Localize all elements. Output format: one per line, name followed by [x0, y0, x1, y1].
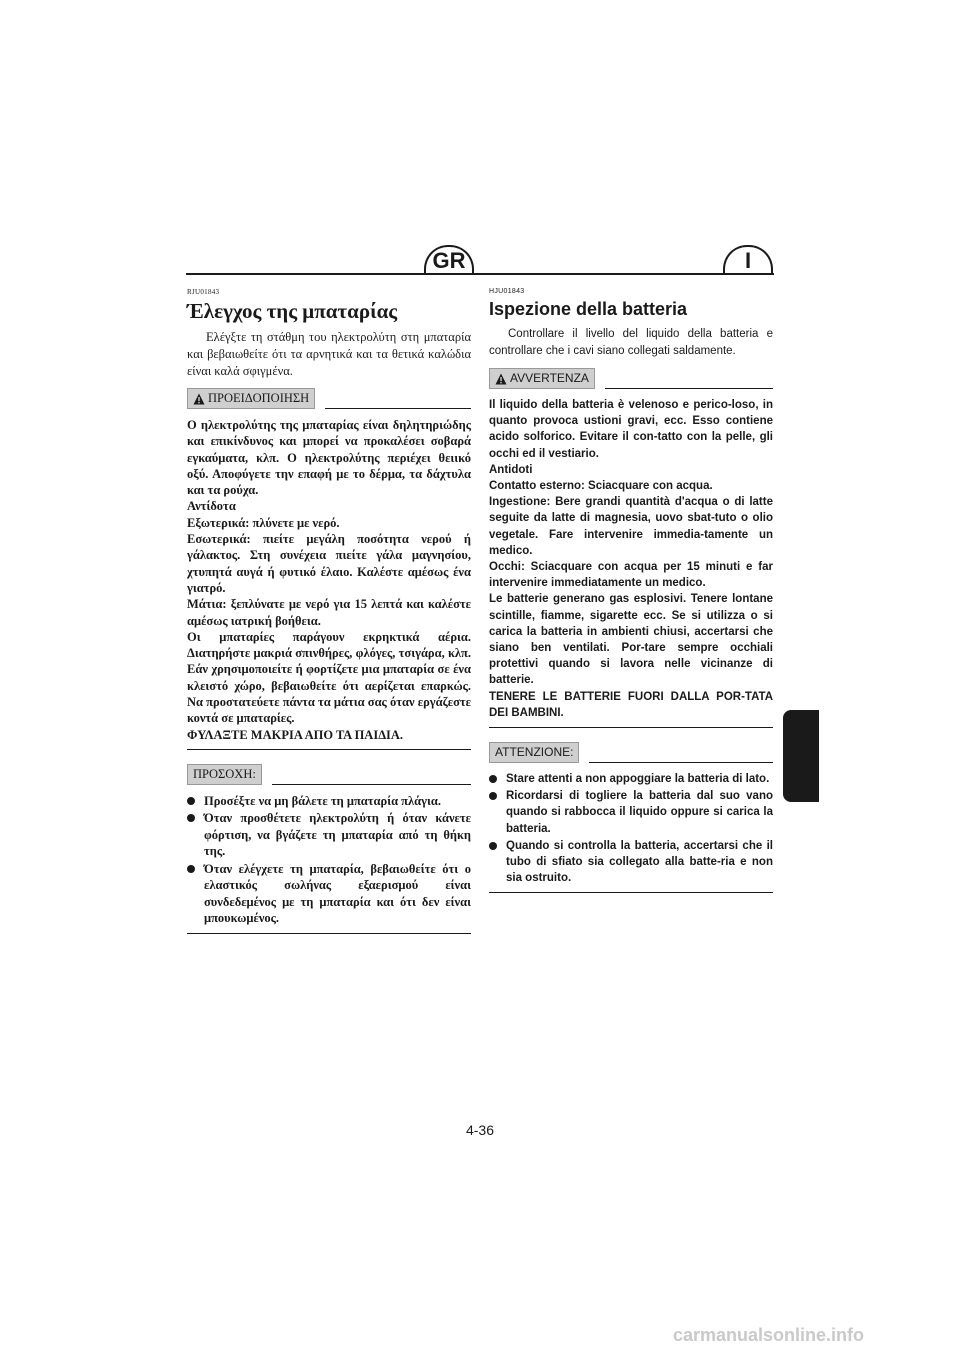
- warning-paragraph: ΦΥΛΑΞΤΕ ΜΑΚΡΙΑ ΑΠΟ ΤΑ ΠΑΙΔΙΑ.: [187, 727, 404, 742]
- list-item: Stare attenti a non appoggiare la batteria di lato.: [489, 771, 773, 787]
- caution-header-line: [589, 762, 773, 763]
- caution-header: [489, 742, 773, 763]
- column-greek: [187, 288, 471, 934]
- list-item: Όταν ελέγχετε τη μπαταρία, βεβαιωθείτε ότι ο ελαστικός σωλήνας εξαερισμού είναι συνδεδεμένος με τη μπαταρία και ότι δεν είναι μπουκωμένος.: [187, 861, 471, 927]
- warning-paragraph: Οι μπαταρίες παράγουν εκρηκτικά αέρια. Διατηρήστε μακριά σπινθήρες, φλόγες, τσιγάρα, κλπ. Εάν χρησιμοποιείτε ή φορτίζετε μια μπαταρία σε ένα κλειστό χώρο, βεβαιωθείτε ότι αερίζεται επαρκώς. Να προστατεύετε πάντα τα μάτια σας όταν εργάζεστε κοντά σε μπαταρίες.: [187, 629, 471, 726]
- warning-end-rule: [187, 749, 471, 750]
- warning-triangle-icon: [193, 393, 205, 405]
- warning-label: [489, 368, 595, 389]
- intro-text: Controllare il livello del liquido della batteria e controllare che i cavi siano collegati saldamente.: [489, 328, 773, 357]
- warning-header: [187, 388, 471, 409]
- section-code: HJU01843: [489, 288, 525, 295]
- list-item: Προσέξτε να μη βάλετε τη μπαταρία πλάγια.: [187, 793, 471, 810]
- warning-paragraph: Εξωτερικά: πλύνετε με νερό.: [187, 515, 340, 530]
- lang-badge-i: I: [723, 245, 773, 275]
- caution-end-rule: [187, 933, 471, 934]
- warning-header-line: [605, 388, 773, 389]
- page-number: 4-36: [465, 1122, 495, 1138]
- column-italian: [489, 288, 773, 893]
- warning-body: [187, 417, 471, 750]
- warning-paragraph: Antidoti: [489, 463, 533, 476]
- warning-triangle-icon: [495, 373, 507, 385]
- list-item: Όταν προσθέτετε ηλεκτρολύτη ή όταν κάνετε φόρτιση, να βγάζετε τη μπαταρία από τη θήκη της.: [187, 810, 471, 860]
- header-rule: [186, 273, 774, 275]
- bullet-icon: [187, 797, 195, 805]
- warning-paragraph: Il liquido della batteria è velenoso e perico-loso, in quanto provoca ustioni gravi, ecc. Esso contiene acido solforico. Evitare il con-tatto con la pelle, gli occhi ed il vestiario.: [489, 399, 773, 460]
- bullet-icon: [489, 775, 497, 783]
- warning-header-line: [325, 408, 471, 409]
- warning-paragraph: Contatto esterno: Sciacquare con acqua.: [489, 480, 713, 493]
- section-tab: [783, 710, 819, 802]
- section-title: Έλεγχος της μπαταρίας: [187, 299, 398, 323]
- warning-paragraph: Ingestione: Bere grandi quantità d'acqua o di latte seguite da latte di magnesia, uovo sbat-tuto o olio vegetale. Fare intervenire immedia-tamente un medico.: [489, 496, 773, 557]
- lang-badge-gr: GR: [424, 245, 474, 275]
- caution-list: [489, 771, 773, 886]
- bullet-icon: [489, 842, 497, 850]
- warning-label: [187, 388, 315, 409]
- warning-paragraph: Le batterie generano gas esplosivi. Tenere lontane scintille, fiamme, sigarette ecc. Se si utilizza o si carica la batteria in ambienti chiusi, accertarsi che siano ben ventilati. Por-tare sempre occhiali protettivi quando si lavora nelle vicinanze di batterie.: [489, 593, 773, 687]
- warning-label-text: ΠΡΟΕΙΔΟΠΟΙΗΣΗ: [208, 391, 310, 405]
- caution-list: [187, 793, 471, 927]
- bullet-icon: [187, 865, 195, 873]
- caution-label: ΠΡΟΣΟΧΗ:: [187, 764, 262, 785]
- warning-end-rule: [489, 727, 773, 728]
- list-item: Ricordarsi di togliere la batteria dal suo vano quando si rabbocca il liquido oppure si carica la batteria.: [489, 788, 773, 837]
- warning-paragraph: Occhi: Sciacquare con acqua per 15 minuti e far intervenire immediatamente un medico.: [489, 561, 773, 590]
- bullet-icon: [489, 792, 497, 800]
- warning-header: [489, 368, 773, 389]
- caution-header-line: [272, 784, 471, 785]
- warning-label-text: AVVERTENZA: [510, 371, 589, 385]
- warning-paragraph: Μάτια: ξεπλύνατε με νερό για 15 λεπτά και καλέστε αμέσως ιατρική βοήθεια.: [187, 597, 471, 628]
- caution-header: [187, 764, 471, 785]
- caution-end-rule: [489, 892, 773, 893]
- warning-body: [489, 397, 773, 728]
- intro-text: Ελέγξτε τη στάθμη του ηλεκτρολύτη στη μπαταρία και βεβαιωθείτε ότι τα αρνητικά και τα θετικά καλώδια είναι καλά σφιγμένα.: [187, 330, 471, 378]
- bullet-icon: [187, 814, 195, 822]
- caution-label: ATTENZIONE:: [489, 742, 579, 763]
- warning-paragraph: TENERE LE BATTERIE FUORI DALLA POR-TATA DEI BAMBINI.: [489, 690, 773, 719]
- list-item: Quando si controlla la batteria, accertarsi che il tubo di sfiato sia collegato alla batte-ria e non sia ostruito.: [489, 838, 773, 887]
- warning-paragraph: Εσωτερικά: πιείτε μεγάλη ποσότητα νερού ή γάλακτος. Στη συνέχεια πιείτε γάλα μαγνησίου, χτυπητά αυγά ή φυτικό έλαιο. Καλέστε αμέσως ένα γιατρό.: [187, 532, 471, 595]
- section-code: RJU01843: [187, 288, 220, 296]
- warning-paragraph: Ο ηλεκτρολύτης της μπαταρίας είναι δηλητηριώδης και επικίνδυνος και μπορεί να προκαλέσει σοβαρά εγκαύματα, κλπ. Ο ηλεκτρολύτης περιέχει θειικό οξύ. Αποφύγετε την επαφή με το δέρμα, τα δάχτυλα και τα ρούχα.: [187, 418, 471, 498]
- watermark: carmanualsonline.info: [672, 1325, 864, 1345]
- section-title: Ispezione della batteria: [489, 299, 688, 319]
- warning-paragraph: Αντίδοτα: [187, 499, 236, 514]
